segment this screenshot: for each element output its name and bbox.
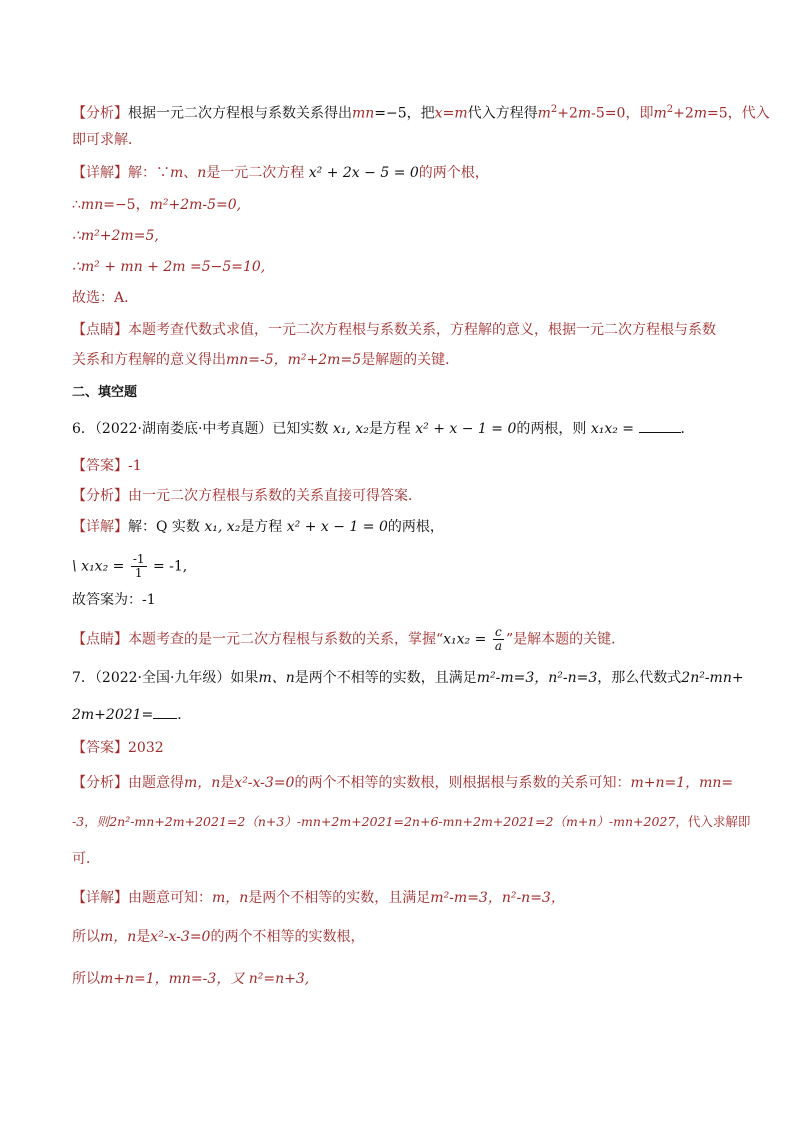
q6-detail-line-3: 故答案为：-1 xyxy=(72,592,156,608)
q5-comment-line-1: 【点睛】本题考查代数式求值，一元二次方程根与系数关系，方程解的意义，根据一元二次方程根与系数 xyxy=(72,322,716,338)
fraction: $\frac{-1}{1}$ xyxy=(132,552,145,580)
comment-tag: 【点睛】 xyxy=(72,322,128,338)
q6-answer: 【答案】-1 xyxy=(72,458,142,474)
q7-stem-line-1: 7．（2022·全国·九年级）如果m、n是两个不相等的实数，且满足m²-m=3，n²-n=3，那么代数式2n²-mn+ xyxy=(72,670,744,686)
q6-comment: 【点睛】本题考查的是一元二次方程根与系数的关系，掌握“x₁x₂ = $\frac{c}{a}$ ”是解本题的关键． xyxy=(72,625,626,653)
q5-detail-line-5: 故选：A． xyxy=(72,290,139,306)
q5-analysis-line-2: 即可求解． xyxy=(72,132,142,148)
equation: x² + 2x − 5 = 0 xyxy=(308,165,419,181)
answer-blank[interactable] xyxy=(639,418,681,433)
section-title: 二、填空题 xyxy=(72,385,138,400)
detail-tag: 【详解】 xyxy=(72,165,128,181)
fraction: $\frac{c}{a}$ xyxy=(494,625,502,653)
q6-stem: 6．（2022·湖南娄底·中考真题）已知实数 x₁, x₂是方程 x² + x − 1 = 0的两根，则 x₁x₂ = ． xyxy=(72,418,695,439)
q7-detail-line-1: 【详解】由题意可知：m，n是两个不相等的实数，且满足m²-m=3，n²-n=3， xyxy=(72,890,565,906)
q5-detail-line-1: 【详解】解：∵m、n是一元二次方程 x² + 2x − 5 = 0的两个根， xyxy=(72,165,489,181)
q5-analysis-line-1: 【分析】根据一元二次方程根与系数关系得出mn=−5，把x=m代入方程得$m^2+2m-5=0$，即$m^2+2m=5$，代入 xyxy=(72,104,770,122)
q5-detail-line-2: ∴mn=−5，m²+2m-5=0, xyxy=(72,197,242,213)
q7-analysis-line-3: 可． xyxy=(72,851,100,867)
q6-detail-line-1: 【详解】解：Q 实数 x₁, x₂是方程 x² + x − 1 = 0的两根， xyxy=(72,519,444,535)
q6-detail-line-2: \ x₁x₂ = $\frac{-1}{1}$ = -1, xyxy=(72,552,188,580)
answer-blank[interactable] xyxy=(153,704,177,719)
q7-analysis-line-1: 【分析】由题意得m，n是x²-x-3=0的两个不相等的实数根，则根据根与系数的关系可知：m+n=1，mn= xyxy=(72,775,734,791)
q5-comment-line-2: 关系和方程解的意义得出mn=-5，m²+2m=5是解题的关键． xyxy=(72,352,460,368)
q6-analysis: 【分析】由一元二次方程根与系数的关系直接可得答案． xyxy=(72,488,422,504)
q7-detail-line-3: 所以m+n=1，mn=-3，又 n²=n+3, xyxy=(72,971,310,987)
q5-detail-line-4: ∴m² + mn + 2m =5−5=10, xyxy=(72,259,266,275)
q7-stem-line-2: 2m+2021= ． xyxy=(72,704,191,725)
analysis-tag: 【分析】 xyxy=(72,105,128,122)
q5-detail-line-3: ∴m²+2m=5, xyxy=(72,228,159,244)
q7-detail-line-2: 所以m，n是x²-x-3=0的两个不相等的实数根， xyxy=(72,929,365,945)
q7-analysis-line-2: -3，则2n²-mn+2m+2021=2（n+3）-mn+2m+2021=2n+6-mn+2m+2021=2（m+n）-mn+2027，代入求解即 xyxy=(72,814,751,829)
q7-answer: 【答案】2032 xyxy=(72,740,164,756)
